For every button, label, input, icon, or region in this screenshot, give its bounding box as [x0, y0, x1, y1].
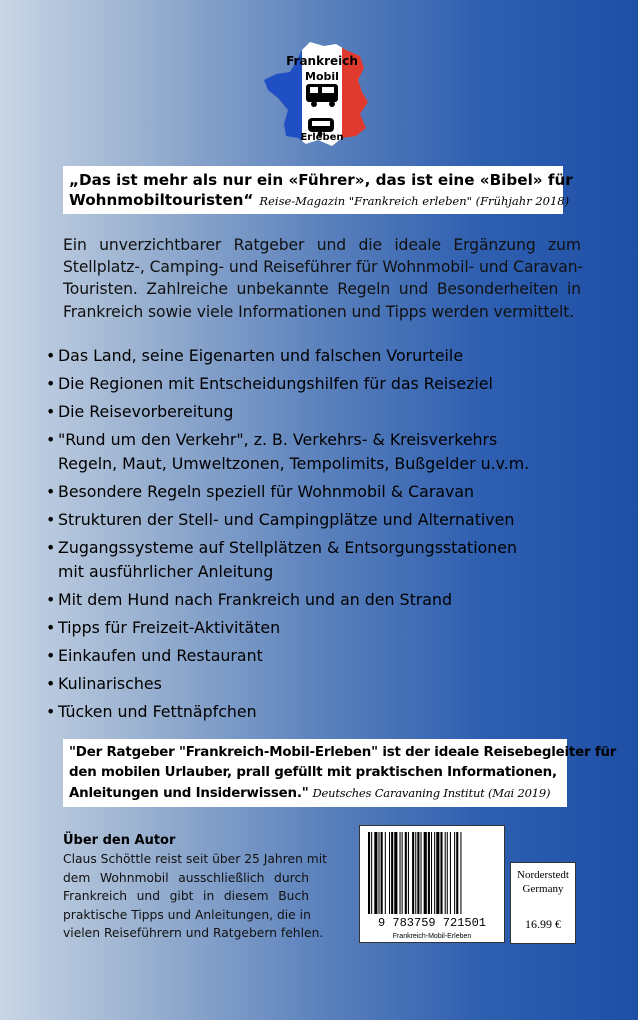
list-item: [46, 700, 566, 724]
intro-line-4: Frankreich sowie viele Informationen und Tipps werden vermittelt.: [63, 302, 575, 321]
barcode-bar: [450, 832, 451, 914]
price: 16.99 €: [525, 917, 561, 931]
intro-line-3: Touristen. Zahlreiche unbekannte Regeln und Besonderheiten in: [63, 280, 581, 299]
barcode-bar: [424, 832, 427, 914]
list-item: [46, 480, 566, 504]
barcode-bar: [385, 832, 386, 914]
list-item-text: Tücken und Fettnäpfchen: [58, 702, 257, 721]
review-line-3: [69, 783, 561, 804]
barcode-bar: [391, 832, 393, 914]
list-item: [46, 672, 566, 696]
barcode-digits: 9 783759 721501: [377, 916, 487, 930]
barcode-bar: [421, 832, 422, 914]
barcode-bar: [381, 832, 383, 914]
barcode-bar: [431, 832, 432, 914]
quote-source: Reise-Magazin "Frankreich erleben" (Frühjahr 2018): [259, 194, 570, 208]
author-line: praktische Tipps und Anleitungen, die in: [63, 907, 311, 922]
review-line-3-text: Anleitungen und Insiderwissen.": [69, 786, 309, 801]
author-line: Frankreich und gibt in diesem Buch: [63, 889, 309, 904]
barcode-bar: [374, 832, 377, 914]
barcode-bar: [394, 832, 397, 914]
intro-line-2: Stellplatz-, Camping- und Reiseführer für Wohnmobil- und Caravan-: [63, 258, 584, 277]
review-line-2: den mobilen Urlauber, prall gefüllt mit praktischen Informationen,: [69, 765, 557, 780]
list-item-text: Strukturen der Stell- und Campingplätze und Alternativen: [58, 510, 515, 529]
list-item-text: Zugangssysteme auf Stellplätzen & Entsorgungsstationen: [58, 538, 518, 557]
author-heading: Über den Autor: [63, 833, 176, 848]
barcode-bar: [460, 832, 461, 914]
barcode-bar: [408, 832, 409, 914]
author-line: Claus Schöttle reist seit über 25 Jahren mit: [63, 852, 327, 866]
list-item: [46, 508, 566, 532]
author-line: dem Wohnmobil ausschließlich durch: [63, 870, 309, 885]
logo-line-3: Erleben: [300, 132, 344, 143]
barcode-bar: [456, 832, 458, 914]
barcode-bar: [371, 832, 372, 914]
book-logo: [262, 40, 382, 150]
barcode-bar: [428, 832, 430, 914]
list-item-text-2: mit ausführlicher Anleitung: [58, 562, 274, 581]
list-item-text: Tipps für Freizeit-Aktivitäten: [58, 618, 281, 637]
barcode-bar: [440, 832, 442, 914]
barcode-graphic: [360, 826, 504, 942]
list-item: [46, 372, 566, 396]
list-item-text: Die Regionen mit Entscheidungshilfen für das Reiseziel: [58, 374, 493, 393]
review-line-1: "Der Ratgeber "Frankreich-Mobil-Erleben" ist der ideale Reisebegleiter für: [69, 745, 617, 760]
intro-paragraph: [63, 234, 584, 323]
barcode-bar: [379, 832, 380, 914]
press-quote-box: [63, 166, 573, 214]
barcode-bar: [434, 832, 435, 914]
review-source: Deutsches Caravaning Institut (Mai 2019): [312, 786, 551, 800]
feature-list: [46, 344, 566, 724]
barcode-bar: [417, 832, 419, 914]
publisher-country: Germany: [522, 883, 564, 895]
barcode-bar: [402, 832, 403, 914]
list-item: [46, 400, 566, 424]
list-item: [46, 616, 566, 640]
list-item-text: Die Reisevorbereitung: [58, 402, 234, 421]
intro-line-1: Ein unverzichtbarer Ratgeber und die ideale Ergänzung zum: [63, 236, 581, 254]
list-item-text: Einkaufen und Restaurant: [58, 646, 263, 665]
review-quote-box: [63, 739, 617, 807]
list-item-text: "Rund um den Verkehr", z. B. Verkehrs- & Kreisverkehrs: [58, 430, 498, 449]
list-item-text: Das Land, seine Eigenarten und falschen Vorurteile: [58, 346, 464, 365]
list-item-text: Besondere Regeln speziell für Wohnmobil & Caravan: [58, 482, 475, 501]
quote-line-1: „Das ist mehr als nur ein «Führer», das ist eine «Bibel» für: [69, 171, 573, 189]
barcode: [359, 825, 505, 943]
barcode-bar: [454, 832, 455, 914]
list-item-text-2: Regeln, Maut, Umweltzonen, Tempolimits, Bußgelder u.v.m.: [58, 454, 530, 473]
quote-line-2-text: Wohnmobiltouristen“: [69, 191, 254, 209]
barcode-bar: [412, 832, 414, 914]
barcode-bar: [445, 832, 446, 914]
publisher-city: Norderstedt: [517, 869, 569, 881]
list-item: [46, 644, 566, 668]
logo-line-2: Mobil: [305, 70, 339, 83]
list-item: [46, 428, 566, 476]
barcode-bar: [447, 832, 448, 914]
barcode-bar: [436, 832, 439, 914]
barcode-bar: [415, 832, 416, 914]
author-section: [63, 832, 327, 943]
barcode-caption: Frankreich-Mobil-Erleben: [392, 933, 472, 940]
list-item-text: Mit dem Hund nach Frankreich und an den Strand: [58, 590, 452, 609]
author-text: [63, 850, 327, 943]
logo-line-1: Frankreich: [286, 54, 358, 68]
barcode-bar: [405, 832, 407, 914]
barcode-bar: [400, 832, 401, 914]
list-item: [46, 536, 566, 584]
list-item: [46, 344, 566, 368]
list-item: [46, 588, 566, 612]
publisher-price-box: [510, 862, 576, 944]
list-item-text: Kulinarisches: [58, 674, 162, 693]
quote-line-2: [69, 190, 570, 211]
barcode-bar: [389, 832, 390, 914]
barcode-bar: [368, 832, 370, 914]
author-line: vielen Reiseführern und Ratgebern fehlen.: [63, 926, 324, 941]
